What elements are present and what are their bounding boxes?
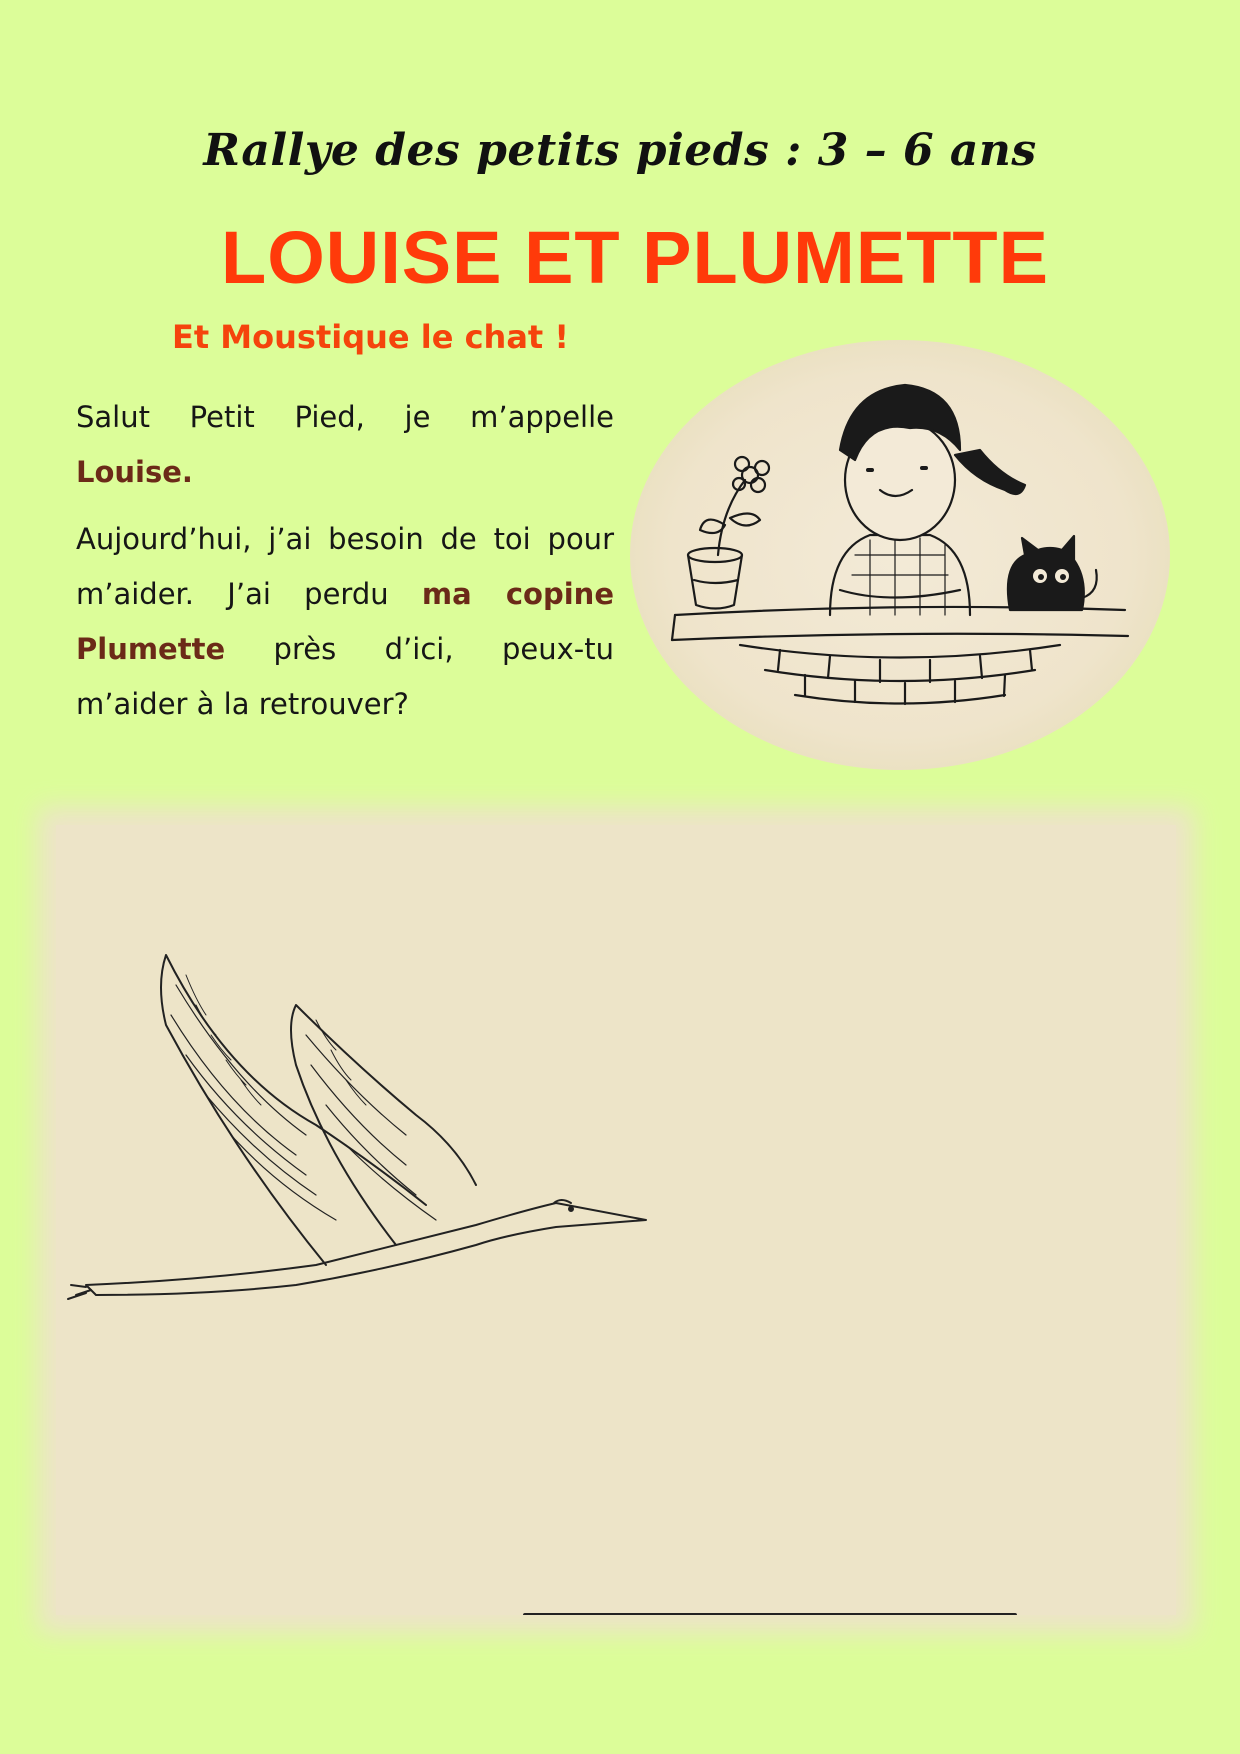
intro-request-end: près d’ici, peux-tu m’aider à la retrouver? xyxy=(76,632,614,721)
page-title: LOUISE ET PLUMETTE xyxy=(221,216,1049,299)
scene-illustration xyxy=(56,825,1176,1615)
page-subtitle: Rallye des petits pieds : 3 – 6 ans xyxy=(203,125,1037,176)
intro-text xyxy=(76,390,614,744)
intro-paragraph-2 xyxy=(76,512,614,732)
intro-name-louise: Louise. xyxy=(76,455,193,489)
intro-greeting: Salut Petit Pied, je m’appelle xyxy=(76,400,614,434)
intro-request-start: Aujourd’hui, j’ai besoin de toi pour m’aider. J’ai perdu xyxy=(76,522,614,611)
portrait-illustration-drawing xyxy=(630,340,1170,770)
intro-highlight-plumette: ma copine Plumette xyxy=(76,577,614,666)
intro-paragraph-1 xyxy=(76,390,614,500)
page-tagline: Et Moustique le chat ! xyxy=(172,318,569,356)
portrait-illustration xyxy=(630,340,1170,770)
scene-illustration-drawing xyxy=(56,825,1176,1615)
